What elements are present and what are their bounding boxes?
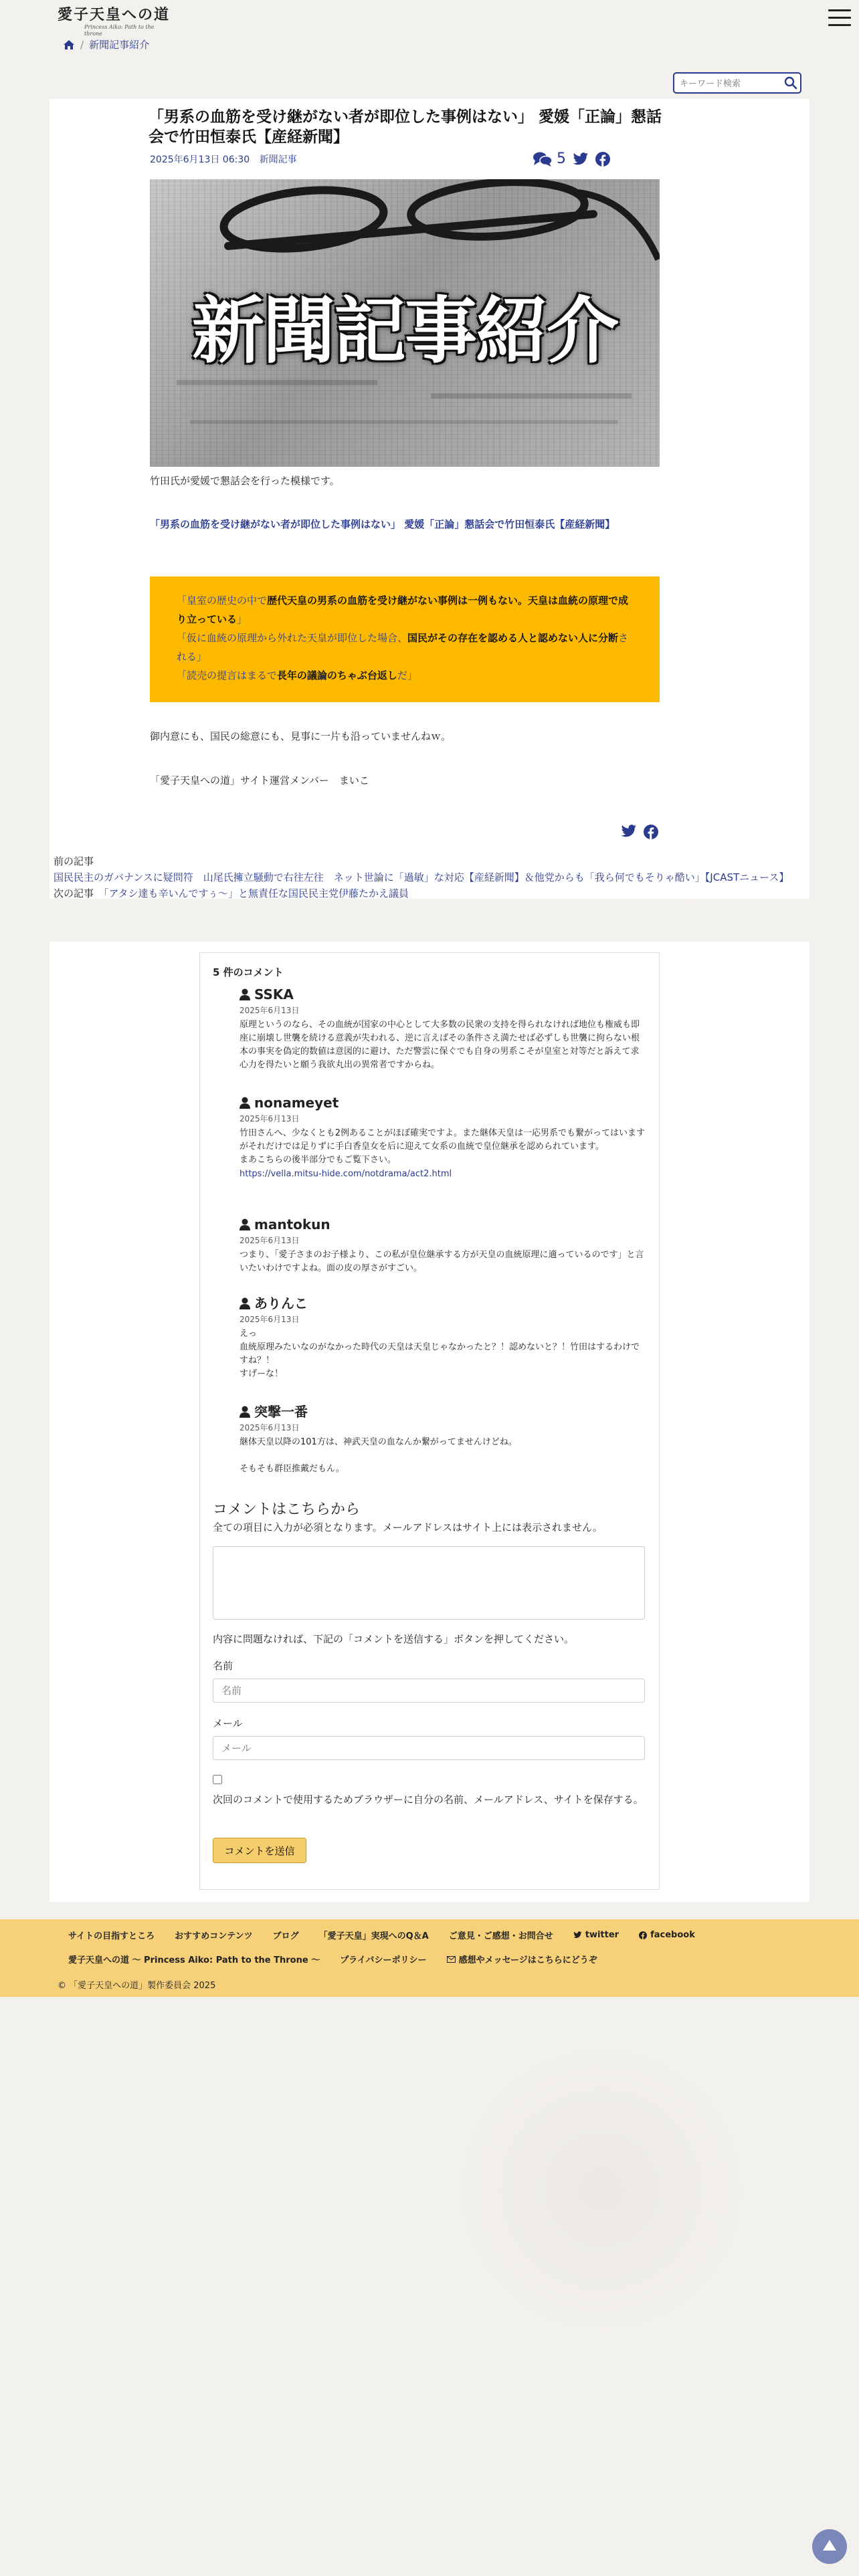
comment-item [240, 1094, 648, 1181]
quote-line-3: 「読売の提言はまるで長年の議論のちゃぶ台返しだ」 [177, 669, 417, 681]
footer-link[interactable]: 愛子天皇への道 〜 Princess Aiko: Path to the Throne 〜 [68, 1955, 320, 1965]
comments-icon[interactable] [533, 151, 553, 167]
comment-author: ありんこ [240, 1295, 648, 1312]
facebook-icon[interactable] [595, 152, 610, 167]
comment-date: 2025年6月13日 [240, 1236, 300, 1245]
footer-link[interactable]: おすすめコンテンツ [175, 1931, 253, 1941]
quote-block [150, 576, 660, 702]
comment-count: 5 [557, 150, 566, 167]
home-icon[interactable] [63, 39, 75, 50]
comment-author: mantokun [240, 1216, 648, 1233]
comment-form-note: 全ての項目に入力が必須となります。メールアドレスはサイト上には表示されません。 [213, 1521, 603, 1533]
comment-text: えっ 血統原理みたいなのがなかった時代の天皇は天皇じゃなかったと？！認めないと？！竹田はするわけですね？！ すげーな！ [240, 1329, 640, 1379]
comment-date: 2025年6月13日 [240, 1006, 300, 1015]
footer-link[interactable]: ご意見・ご感想・お問合せ [448, 1931, 553, 1941]
arrow-up-icon [822, 2537, 838, 2553]
user-icon [240, 1218, 250, 1230]
next-post-label: 次の記事 [54, 887, 94, 899]
comment-item [240, 1403, 648, 1476]
quote-line-2: 「仮に血統の原理から外れた天皇が即位した場合、国民がその存在を認める人と認めない人に分断される」 [177, 632, 629, 663]
footer-copyright: © 「愛子天皇への道」製作委員会 2025 [58, 1981, 216, 1991]
comment-author: 突撃一番 [240, 1403, 648, 1420]
comment-author: SSKA [240, 986, 648, 1003]
site-logo[interactable] [58, 5, 171, 35]
facebook-icon[interactable] [644, 825, 658, 839]
hero-title: 新聞記事紹介 [191, 289, 617, 373]
footer-link[interactable]: サイトの目指すところ [68, 1931, 155, 1941]
envelope-icon [447, 1956, 456, 1963]
search-icon[interactable] [784, 76, 797, 90]
comment-date: 2025年6月13日 [240, 1315, 300, 1324]
article-title: 「男系の血筋を受け継がない者が即位した事例はない」 愛媛「正論」懇話会で竹田恒泰氏【産経新聞】 [149, 108, 662, 146]
article-date: 2025年6月13日 06:30 [150, 154, 250, 165]
hamburger-menu-icon[interactable] [828, 9, 851, 28]
article-meta [150, 152, 297, 166]
image-caption: 竹田氏が愛媛で懇話会を行った模様です。 [150, 475, 340, 487]
next-post-link[interactable]: 「アタシ達も辛いんですぅ〜」と無責任な国民民主党伊藤たかえ議員 [104, 887, 409, 899]
footer-facebook-link[interactable]: facebook [639, 1930, 695, 1940]
back-to-top-button[interactable] [812, 2529, 847, 2564]
footer-message-link[interactable]: 感想やメッセージはこちらにどうぞ [447, 1953, 597, 1965]
breadcrumb [63, 37, 149, 51]
twitter-icon [573, 1931, 582, 1939]
quote-line-1: 「皇室の歴史の中で歴代天皇の男系の血筋を受け継がない事例は一例もない。天皇は血統の原理で成り立っている」 [177, 595, 629, 625]
comment-textarea[interactable] [213, 1546, 645, 1620]
comment-item [240, 986, 648, 1072]
user-icon [240, 988, 250, 1000]
comment-form-hint: 内容に問題なければ、下記の「コメントを送信する」ボタンを押してください。 [213, 1633, 575, 1645]
search-box [673, 72, 801, 94]
comment-text: 原理というのなら、その血統が国家の中心として大多数の民衆の支持を得られなければ地位も権威も即座に崩壊し世襲を続ける意義が失われる、逆に言えばその条件さえ満たせば必ずしも世襲に拘らない根本の事実を偽定的数値は意図的に避け、ただ警雲に保ぐでも自身の男系こそが皇室と対等だと訴えて求心力を得たいと願う我欲丸出の異常者ですからね。 [240, 1020, 640, 1070]
article-signature: 「愛子天皇への道」サイト運営メンバー まいこ [150, 774, 369, 786]
email-input[interactable] [213, 1736, 645, 1760]
save-info-label: 次回のコメントで使用するためブラウザーに自分の名前、メールアドレス、サイトを保存する。 [213, 1794, 644, 1806]
comment-text: 継体天皇以降の101方は、神武天皇の血なんか繋がってませんけどね。 そもそも群臣推戴だもん。 [240, 1437, 517, 1474]
logo-sub: Princess Aiko: Path to the throne [84, 24, 155, 37]
prev-post-label: 前の記事 [54, 855, 94, 867]
hero-image [150, 179, 660, 467]
comment-item [240, 1216, 648, 1275]
breadcrumb-separator: / [80, 38, 84, 51]
footer-link[interactable]: プライバシーポリシー [340, 1955, 427, 1965]
twitter-icon[interactable] [621, 825, 637, 838]
comment-text: 竹田さんへ、少なくとも2例あることがほぼ確実ですよ。また継体天皇は一応男系でも繋がってはいますがそれだけでは足りずに手白香皇女を后に迎えて女系の血統で皇位継承を認められています。 まあこちらの後半部分でもご覧下さい。 [240, 1128, 646, 1165]
article-body-1: 御内意にも、国民の総意にも、見事に一片も沿っていませんねｗ。 [150, 730, 452, 742]
submit-comment-button[interactable]: コメントを送信 [213, 1838, 306, 1863]
comments-count-label: 5 件のコメント [213, 966, 284, 978]
footer-nav-row-1 [68, 1929, 715, 1941]
user-icon [240, 1097, 250, 1109]
comment-link[interactable]: https://vella.mitsu-hide.com/notdrama/act2.html [240, 1169, 452, 1179]
comment-text: つまり、「愛子さまのお子様より、この私が皇位継承する方が天皇の血統原理に適っているのです」と言いたいわけですよね。面の皮の厚さがすごい。 [240, 1250, 644, 1273]
footer-nav-row-2 [68, 1953, 617, 1965]
comment-author: nonameyet [240, 1094, 648, 1111]
footer-twitter-link[interactable]: twitter [573, 1930, 619, 1940]
name-input[interactable] [213, 1679, 645, 1703]
user-icon [240, 1406, 250, 1418]
footer-link[interactable]: ブログ [272, 1931, 299, 1941]
breadcrumb-current[interactable]: 新聞記事紹介 [89, 39, 150, 51]
footer-link[interactable]: 「愛子天皇」実現へのQ＆A [318, 1931, 429, 1941]
prev-post-link[interactable]: 国民民主のガバナンスに疑問符 山尾氏擁立騒動で右往左往 ネット世論に「過敏」な対応【産経新聞】＆他党からも「我ら何でもそりゃ酷い」【JCASTニュース】 [54, 871, 789, 883]
site-header [0, 0, 859, 40]
comment-item [240, 1295, 648, 1381]
article-category-link[interactable]: 新聞記事 [259, 154, 297, 165]
share-bar-top [533, 150, 610, 167]
facebook-icon [639, 1931, 647, 1939]
comment-form-title: コメントはこちらから [213, 1501, 361, 1518]
twitter-icon[interactable] [573, 152, 589, 166]
article-lead-link[interactable]: 「男系の血筋を受け継がない者が即位した事例はない」 愛媛「正論」懇話会で竹田恒泰氏【産経新聞】 [150, 518, 615, 530]
save-info-checkbox[interactable] [213, 1775, 222, 1784]
email-label: メール [213, 1717, 243, 1729]
search-input[interactable] [678, 76, 781, 92]
user-icon [240, 1297, 250, 1309]
comment-date: 2025年6月13日 [240, 1423, 300, 1432]
name-label: 名前 [213, 1660, 233, 1672]
logo-main: 愛子天皇への道 [58, 6, 171, 23]
share-bar-bottom [621, 825, 658, 839]
post-navigation [54, 853, 805, 901]
comment-date: 2025年6月13日 [240, 1114, 300, 1123]
